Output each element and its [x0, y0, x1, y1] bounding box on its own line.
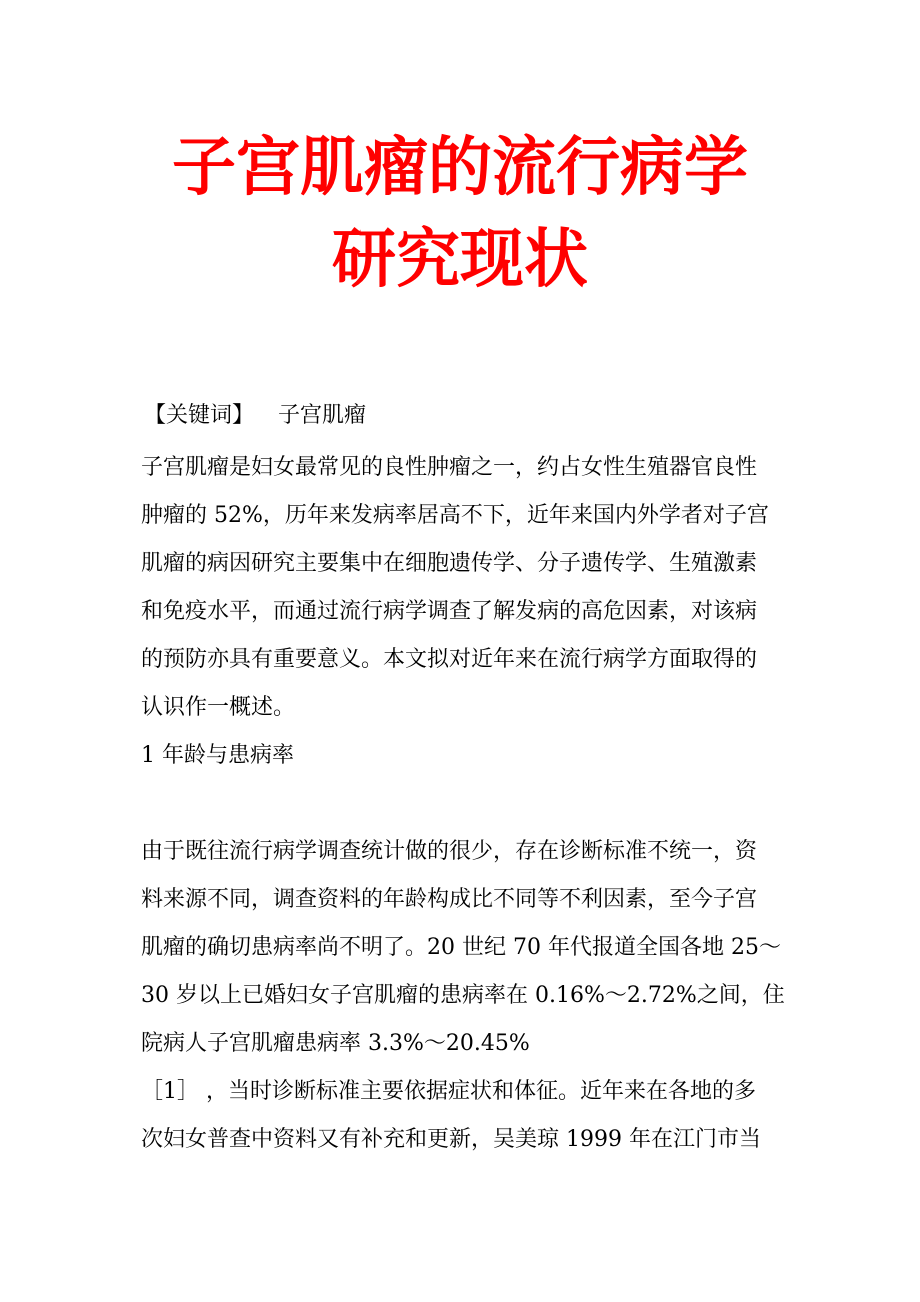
keywords-value: 子宫肌瘤 — [278, 403, 367, 428]
keywords-line — [144, 405, 366, 427]
section-heading: 1 年龄与患病率 — [141, 743, 294, 768]
paragraph-line: 肌瘤的病因研究主要集中在细胞遗传学、分子遗传学、生殖激素 — [141, 551, 758, 576]
paragraph-line: 次妇女普查中资料又有补充和更新，吴美琼 1999 年在江门市当 — [141, 1127, 761, 1152]
paragraph-line: 肿瘤的 52%，历年来发病率居高不下，近年来国内外学者对子宫 — [141, 503, 769, 528]
paragraph-line: 认识作一概述。 — [141, 695, 296, 720]
paragraph-line: ［1］ ，当时诊断标准主要依据症状和体征。近年来在各地的多 — [141, 1079, 756, 1104]
keywords-label: 【关键词】 — [144, 403, 255, 428]
paragraph-line: 子宫肌瘤是妇女最常见的良性肿瘤之一，约占女性生殖器官良性 — [141, 455, 758, 480]
paragraph-line: 院病人子宫肌瘤患病率 3.3%～20.45% — [141, 1031, 530, 1056]
paragraph-line: 料来源不同，调查资料的年龄构成比不同等不利因素，至今子宫 — [141, 887, 758, 912]
paragraph-line: 肌瘤的确切患病率尚不明了。20 世纪 70 年代报道全国各地 25～ — [141, 935, 781, 960]
paragraph-line: 30 岁以上已婚妇女子宫肌瘤的患病率在 0.16%～2.72%之间，住 — [141, 983, 785, 1008]
document-title-line-1: 子宫肌瘤的流行病学 — [172, 130, 748, 205]
paragraph-line: 的预防亦具有重要意义。本文拟对近年来在流行病学方面取得的 — [141, 647, 758, 672]
document-title-line-2: 研究现状 — [332, 222, 588, 297]
paragraph-line: 和免疫水平，而通过流行病学调查了解发病的高危因素，对该病 — [141, 599, 758, 624]
paragraph-line: 由于既往流行病学调查统计做的很少，存在诊断标准不统一，资 — [141, 839, 758, 864]
